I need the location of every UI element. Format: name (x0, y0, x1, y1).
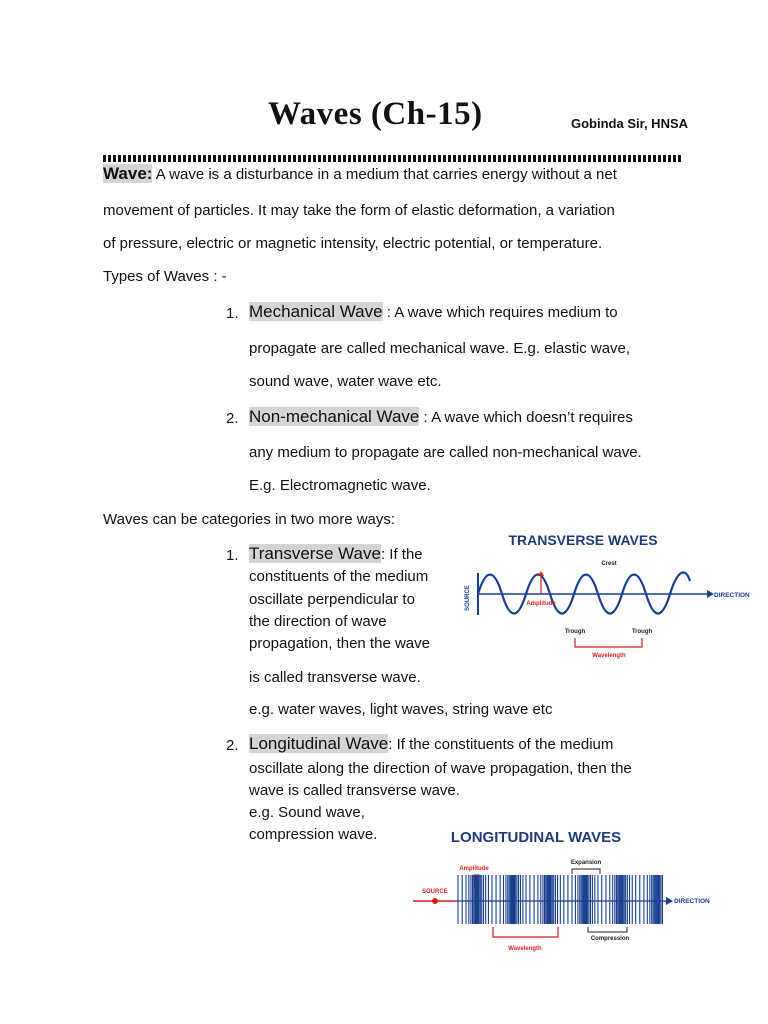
list-item-transverse (249, 544, 423, 564)
compression-bracket (588, 927, 627, 932)
trough-label-1: Trough (564, 629, 586, 635)
non-mechanical-text-1: : A wave which doesn’t requires (419, 409, 633, 426)
wavelength-bracket (493, 927, 558, 937)
longitudinal-text-5: compression wave. (249, 826, 378, 843)
wavelength-label: Wavelength (508, 946, 542, 952)
wavelength-bracket (575, 638, 642, 647)
definition-text-1: A wave is a disturbance in a medium that carries energy without a net (152, 166, 617, 183)
transverse-text-5: propagation, then the wave (249, 635, 430, 652)
longitudinal-wave-term: Longitudinal Wave (249, 734, 389, 753)
transverse-text-4: the direction of wave (249, 613, 387, 630)
transverse-figure-title: TRANSVERSE WAVES (508, 532, 658, 548)
direction-label: DIRECTION (674, 898, 710, 905)
non-mechanical-text-2: any medium to propagate are called non-mechanical wave. (249, 444, 642, 461)
list-number: 2. (226, 737, 239, 754)
mechanical-text-3: sound wave, water wave etc. (249, 373, 442, 390)
definition-line-3: of pressure, electric or magnetic intensity, electric potential, or temperature. (103, 235, 603, 252)
transverse-waves-figure (455, 525, 755, 665)
transverse-text-1: : If the (380, 546, 423, 563)
source-label: SOURCE (422, 889, 448, 895)
transverse-text-6: is called transverse wave. (249, 669, 421, 686)
crest-label: Crest (601, 561, 617, 567)
list-number: 1. (226, 547, 239, 564)
trough-label-2: Trough (631, 629, 653, 635)
longitudinal-text-4: e.g. Sound wave, (249, 804, 365, 821)
longitudinal-figure-title: LONGITUDINAL WAVES (450, 829, 622, 846)
types-heading: Types of Waves : - (103, 268, 227, 285)
page-title: Waves (Ch-15) (268, 96, 483, 132)
definition-line-2: movement of particles. It may take the form of elastic deformation, a variation (103, 202, 615, 219)
wave-term: Wave: (103, 164, 153, 183)
transverse-text-2: constituents of the medium (249, 568, 429, 585)
list-item-longitudinal (249, 734, 613, 754)
compression-bars (458, 875, 662, 924)
amplitude-label: Amplitude (526, 601, 556, 607)
author-label: Gobinda Sir, HNSA (571, 116, 689, 131)
source-dot (432, 898, 438, 904)
definition-line-1 (103, 164, 617, 184)
longitudinal-text-3: wave is called transverse wave. (249, 782, 460, 799)
wavelength-label: Wavelength (592, 653, 626, 659)
list-number: 2. (226, 410, 239, 427)
list-item-non-mechanical (249, 407, 633, 427)
compression-label: Compression (590, 936, 630, 942)
transverse-wave-term: Transverse Wave (249, 544, 381, 563)
direction-label: DIRECTION (714, 592, 750, 599)
mechanical-text-1: : A wave which requires medium to (382, 304, 618, 321)
direction-arrow-icon (707, 590, 714, 598)
mechanical-wave-term: Mechanical Wave (249, 302, 383, 321)
longitudinal-waves-figure (405, 820, 725, 960)
expansion-label: Expansion (570, 860, 602, 866)
expansion-bracket (572, 869, 600, 874)
direction-arrow-icon (666, 897, 673, 905)
longitudinal-text-2: oscillate along the direction of wave propagation, then the (249, 760, 632, 777)
amplitude-label: Amplitude (459, 866, 489, 872)
transverse-wave-curve (478, 572, 690, 613)
categories-heading: Waves can be categories in two more ways: (103, 511, 396, 528)
longitudinal-text-1: : If the constituents of the medium (388, 736, 614, 753)
source-label: SOURCE (465, 585, 471, 611)
non-mechanical-text-3: E.g. Electromagnetic wave. (249, 477, 431, 494)
transverse-text-7: e.g. water waves, light waves, string wave etc (249, 701, 553, 718)
non-mechanical-wave-term: Non-mechanical Wave (249, 407, 420, 426)
list-number: 1. (226, 305, 239, 322)
list-item-mechanical (249, 302, 618, 322)
dotted-divider (103, 155, 681, 162)
transverse-text-3: oscillate perpendicular to (249, 591, 415, 608)
mechanical-text-2: propagate are called mechanical wave. E.g. elastic wave, (249, 340, 631, 357)
